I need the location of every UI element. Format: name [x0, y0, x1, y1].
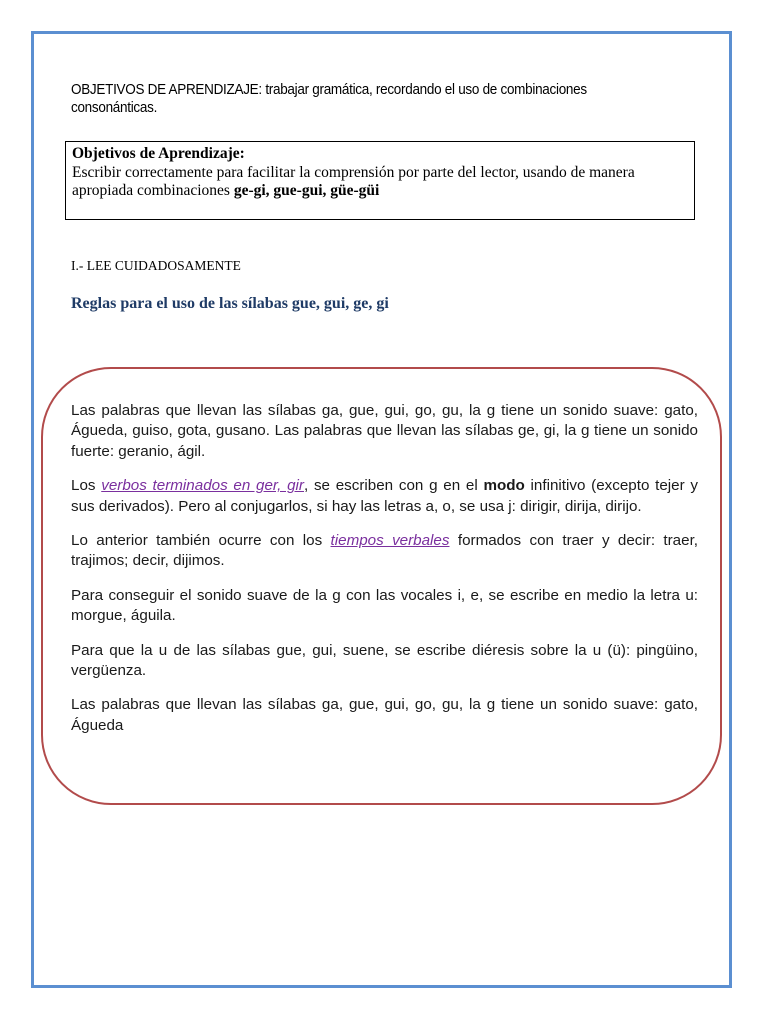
rule-paragraph-6: Las palabras que llevan las sílabas ga, gue, gui, go, gu, la g tiene un sonido suave: gato, Águeda: [71, 696, 698, 734]
rule-paragraph-2: [71, 476, 698, 517]
rule-2-bold-modo: modo: [483, 477, 525, 495]
rule-2-text-before: Los: [71, 477, 102, 495]
tiempos-verbales-link[interactable]: tiempos verbales: [330, 532, 450, 550]
objectives-box-text: Escribir correctamente para facilitar la comprensión por parte del lector, usando de manera apropiada combinaciones: [72, 163, 635, 199]
rule-paragraph-1: Las palabras que llevan las sílabas ga, gue, gui, go, gu, la g tiene un sonido suave: gato, Águeda, guiso, gota, gusano. Las palabras que llevan las sílabas ge, gi, la g tiene un sonido fuerte: geranio, ágil.: [71, 402, 698, 460]
rule-3-text-before: Lo anterior también ocurre con los: [71, 532, 331, 550]
verbos-terminados-link[interactable]: verbos terminados en ger, gir: [101, 477, 304, 495]
learning-objectives-header: OBJETIVOS DE APRENDIZAJE: trabajar gramática, recordando el uso de combinaciones consonánticas.: [71, 82, 587, 116]
rule-paragraph-3: [71, 531, 698, 572]
objectives-box: [65, 141, 695, 220]
rule-3-text-after: formados con traer y decir: traer, trajimos; decir, dijimos.: [71, 532, 699, 570]
section-title: Reglas para el uso de las sílabas gue, gui, ge, gi: [71, 295, 389, 312]
rule-paragraph-4: Para conseguir el sonido suave de la g con las vocales i, e, se escribe en medio la letra u: morgue, águila.: [71, 586, 698, 625]
rules-content: [71, 401, 698, 736]
rule-2-text-mid: , se escriben con g en el: [304, 477, 484, 495]
rule-paragraph-5: Para que la u de las sílabas gue, gui, suene, se escribe diéresis sobre la u (ü): pingüino, vergüenza.: [71, 641, 698, 680]
rule-2-text-after: infinitivo (excepto tejer y sus derivados). Pero al conjugarlos, si hay las letras a, o, se usa j: dirigir, dirija, dirijo.: [71, 477, 698, 515]
objectives-box-title: Objetivos de Aprendizaje:: [72, 145, 245, 162]
objectives-box-combinations: ge-gi, gue-gui, güe-güi: [233, 182, 380, 199]
section-label: I.- LEE CUIDADOSAMENTE: [71, 258, 241, 273]
